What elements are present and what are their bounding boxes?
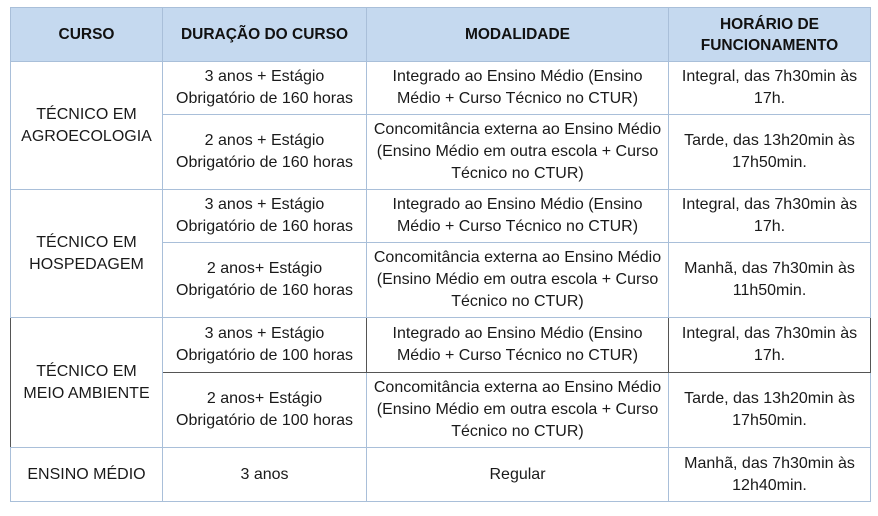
duration-cell: 3 anos	[163, 448, 367, 502]
courses-table-container	[10, 7, 871, 502]
header-horario: HORÁRIO DE FUNCIONAMENTO	[669, 8, 871, 62]
schedule-cell: Manhã, das 7h30min às 12h40min.	[669, 448, 871, 502]
modality-cell: Integrado ao Ensino Médio (Ensino Médio + Curso Técnico no CTUR)	[367, 62, 669, 115]
course-name-ensino-medio: ENSINO MÉDIO	[11, 448, 163, 502]
duration-cell: 3 anos + Estágio Obrigatório de 160 horas	[163, 190, 367, 243]
modality-cell: Concomitância externa ao Ensino Médio (Ensino Médio em outra escola + Curso Técnico no CTUR)	[367, 243, 669, 318]
duration-cell: 3 anos + Estágio Obrigatório de 100 horas	[163, 318, 367, 373]
course-name-meio-ambiente: TÉCNICO EM MEIO AMBIENTE	[11, 318, 163, 448]
header-curso: CURSO	[11, 8, 163, 62]
header-modalidade: MODALIDADE	[367, 8, 669, 62]
duration-cell: 2 anos + Estágio Obrigatório de 160 horas	[163, 115, 367, 190]
duration-cell: 2 anos+ Estágio Obrigatório de 100 horas	[163, 373, 367, 448]
table-row	[11, 190, 871, 243]
modality-cell: Concomitância externa ao Ensino Médio (Ensino Médio em outra escola + Curso Técnico no CTUR)	[367, 115, 669, 190]
schedule-cell: Manhã, das 7h30min às 11h50min.	[669, 243, 871, 318]
schedule-cell: Integral, das 7h30min às 17h.	[669, 190, 871, 243]
courses-table	[10, 7, 871, 502]
table-row	[11, 448, 871, 502]
header-row	[11, 8, 871, 62]
schedule-cell: Tarde, das 13h20min às 17h50min.	[669, 373, 871, 448]
duration-cell: 3 anos + Estágio Obrigatório de 160 horas	[163, 62, 367, 115]
table-row	[11, 62, 871, 115]
course-name-agroecologia: TÉCNICO EM AGROECOLOGIA	[11, 62, 163, 190]
header-duracao: DURAÇÃO DO CURSO	[163, 8, 367, 62]
duration-cell: 2 anos+ Estágio Obrigatório de 160 horas	[163, 243, 367, 318]
modality-cell: Regular	[367, 448, 669, 502]
schedule-cell: Integral, das 7h30min às 17h.	[669, 318, 871, 373]
course-name-hospedagem: TÉCNICO EM HOSPEDAGEM	[11, 190, 163, 318]
schedule-cell: Integral, das 7h30min às 17h.	[669, 62, 871, 115]
modality-cell: Integrado ao Ensino Médio (Ensino Médio + Curso Técnico no CTUR)	[367, 190, 669, 243]
schedule-cell: Tarde, das 13h20min às 17h50min.	[669, 115, 871, 190]
modality-cell: Integrado ao Ensino Médio (Ensino Médio + Curso Técnico no CTUR)	[367, 318, 669, 373]
modality-cell: Concomitância externa ao Ensino Médio (Ensino Médio em outra escola + Curso Técnico no CTUR)	[367, 373, 669, 448]
table-row	[11, 318, 871, 373]
